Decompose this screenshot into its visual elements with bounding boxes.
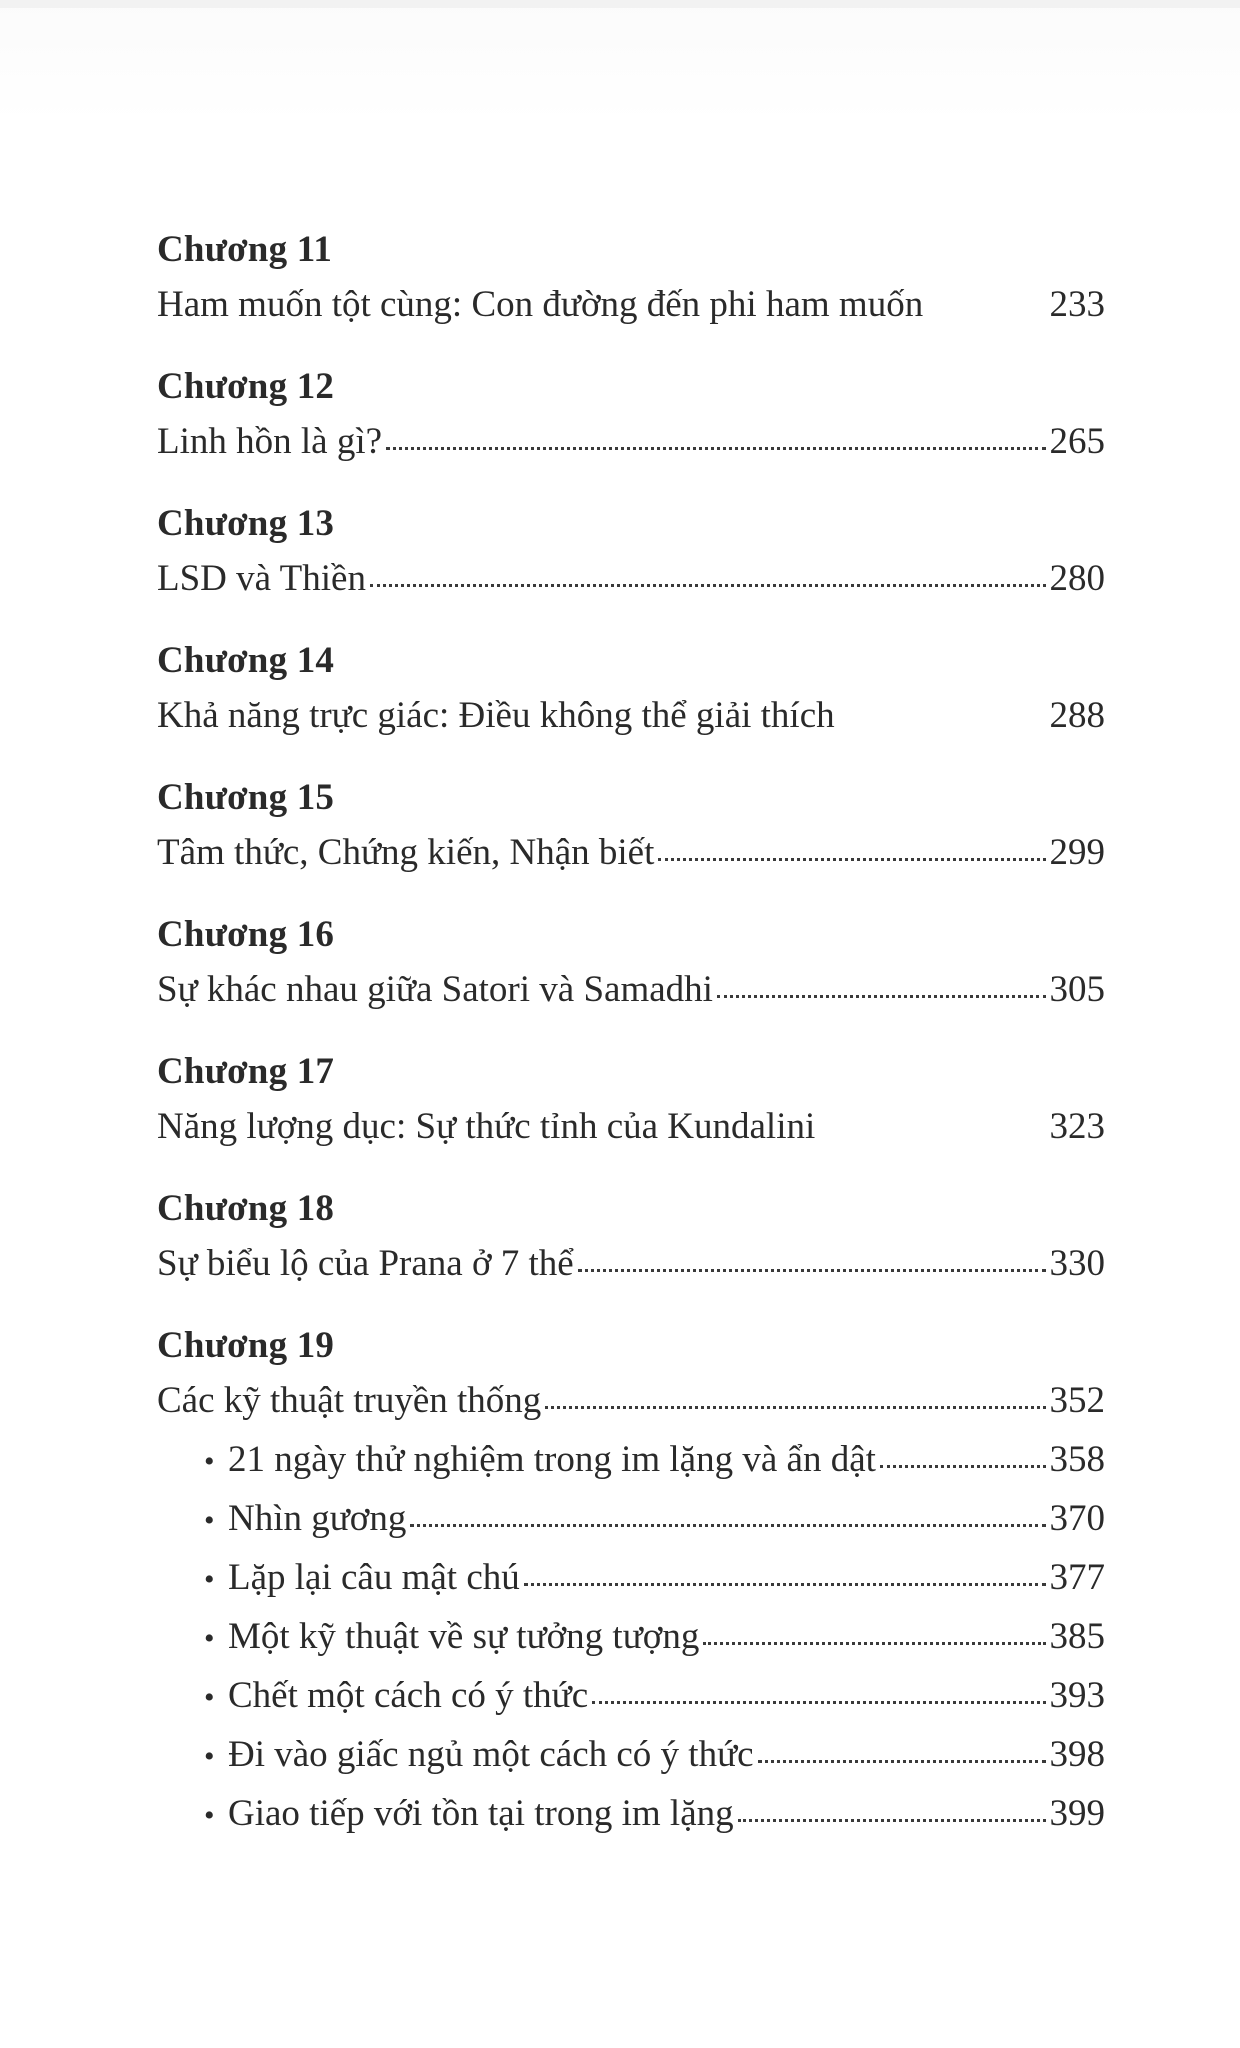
toc-entry[interactable] <box>157 275 1105 334</box>
entry-title: Sự khác nhau giữa Satori và Samadhi <box>157 969 713 1010</box>
toc-entry[interactable] <box>157 960 1105 1019</box>
toc-chapter-17 <box>157 1047 1105 1156</box>
chapter-label: Chương 15 <box>157 777 335 818</box>
dot-leader <box>370 583 1046 587</box>
toc-chapter-13 <box>157 499 1105 608</box>
entry-title: Năng lượng dục: Sự thức tỉnh của Kundalini <box>157 1106 816 1147</box>
bullet-icon: • <box>204 1740 215 1773</box>
toc-chapter-14 <box>157 636 1105 745</box>
sub-entry-title: Một kỹ thuật về sự tưởng tượng <box>228 1616 700 1657</box>
toc-chapter-11 <box>157 225 1105 334</box>
sub-entry-title: Đi vào giấc ngủ một cách có ý thức <box>228 1734 754 1775</box>
toc-sub-entry[interactable] <box>157 1548 1105 1607</box>
dot-leader <box>738 1818 1046 1822</box>
page-number: 233 <box>1049 284 1105 325</box>
toc-entry[interactable] <box>157 823 1105 882</box>
toc-chapter-16 <box>157 910 1105 1019</box>
toc-sub-entry[interactable] <box>157 1666 1105 1725</box>
dot-leader <box>658 857 1045 861</box>
entry-title: Sự biểu lộ của Prana ở 7 thể <box>157 1243 574 1284</box>
page-number: 323 <box>1049 1106 1105 1147</box>
toc-entry[interactable] <box>157 1097 1105 1156</box>
page-number: 299 <box>1049 832 1105 873</box>
toc-sub-entry[interactable] <box>157 1784 1105 1843</box>
dot-leader <box>880 1464 1046 1468</box>
entry-title: Khả năng trực giác: Điều không thể giải thích <box>157 695 835 736</box>
toc-sub-entry[interactable] <box>157 1430 1105 1489</box>
chapter-label: Chương 19 <box>157 1325 335 1366</box>
dot-leader <box>524 1582 1046 1586</box>
toc-entry[interactable] <box>157 1234 1105 1293</box>
dot-leader <box>410 1523 1045 1527</box>
page-number: 385 <box>1049 1616 1105 1657</box>
page-number: 280 <box>1049 558 1105 599</box>
toc-sub-entry[interactable] <box>157 1607 1105 1666</box>
page-number: 265 <box>1049 421 1105 462</box>
table-of-contents <box>157 225 1105 1871</box>
entry-title: LSD và Thiền <box>157 558 366 599</box>
bullet-icon: • <box>204 1504 215 1537</box>
entry-title: Tâm thức, Chứng kiến, Nhận biết <box>157 832 655 873</box>
bullet-icon: • <box>204 1681 215 1714</box>
bullet-icon: • <box>204 1799 215 1832</box>
page-number: 352 <box>1049 1380 1105 1421</box>
bullet-icon: • <box>204 1445 215 1478</box>
entry-title: Ham muốn tột cùng: Con đường đến phi ham muốn <box>157 284 924 325</box>
bullet-icon: • <box>204 1563 215 1596</box>
sub-entry-title: Lặp lại câu mật chú <box>228 1557 520 1598</box>
dot-leader <box>592 1700 1045 1704</box>
sub-entry-title: Giao tiếp với tồn tại trong im lặng <box>228 1793 734 1834</box>
chapter-label: Chương 14 <box>157 640 335 681</box>
dot-leader <box>578 1268 1046 1272</box>
page-number: 398 <box>1049 1734 1105 1775</box>
toc-chapter-15 <box>157 773 1105 882</box>
page-number: 393 <box>1049 1675 1105 1716</box>
dot-leader <box>386 446 1045 450</box>
dot-leader <box>758 1759 1046 1763</box>
entry-title: Linh hồn là gì? <box>157 421 383 462</box>
chapter-label: Chương 18 <box>157 1188 335 1229</box>
chapter-label: Chương 16 <box>157 914 335 955</box>
page-number: 399 <box>1049 1793 1105 1834</box>
page-top-edge <box>0 0 1240 8</box>
sub-entry-title: Nhìn gương <box>228 1498 407 1539</box>
page-number: 330 <box>1049 1243 1105 1284</box>
page-number: 288 <box>1049 695 1105 736</box>
sub-entry-title: Chết một cách có ý thức <box>228 1675 589 1716</box>
entry-title: Các kỹ thuật truyền thống <box>157 1380 542 1421</box>
dot-leader <box>703 1641 1045 1645</box>
toc-entry[interactable] <box>157 549 1105 608</box>
dot-leader <box>717 994 1046 998</box>
toc-sub-entry[interactable] <box>157 1725 1105 1784</box>
toc-chapter-19 <box>157 1321 1105 1843</box>
chapter-label: Chương 12 <box>157 366 335 407</box>
chapter-label: Chương 17 <box>157 1051 335 1092</box>
page-number: 370 <box>1049 1498 1105 1539</box>
dot-leader <box>545 1405 1045 1409</box>
bullet-icon: • <box>204 1622 215 1655</box>
toc-entry[interactable] <box>157 412 1105 471</box>
toc-chapter-18 <box>157 1184 1105 1293</box>
chapter-label: Chương 13 <box>157 503 335 544</box>
page-number: 358 <box>1049 1439 1105 1480</box>
toc-sub-entry[interactable] <box>157 1489 1105 1548</box>
chapter-label: Chương 11 <box>157 229 333 270</box>
toc-entry[interactable] <box>157 686 1105 745</box>
toc-chapter-12 <box>157 362 1105 471</box>
page-number: 377 <box>1049 1557 1105 1598</box>
page-number: 305 <box>1049 969 1105 1010</box>
toc-entry[interactable] <box>157 1371 1105 1430</box>
sub-entry-title: 21 ngày thử nghiệm trong im lặng và ẩn dật <box>228 1439 876 1480</box>
